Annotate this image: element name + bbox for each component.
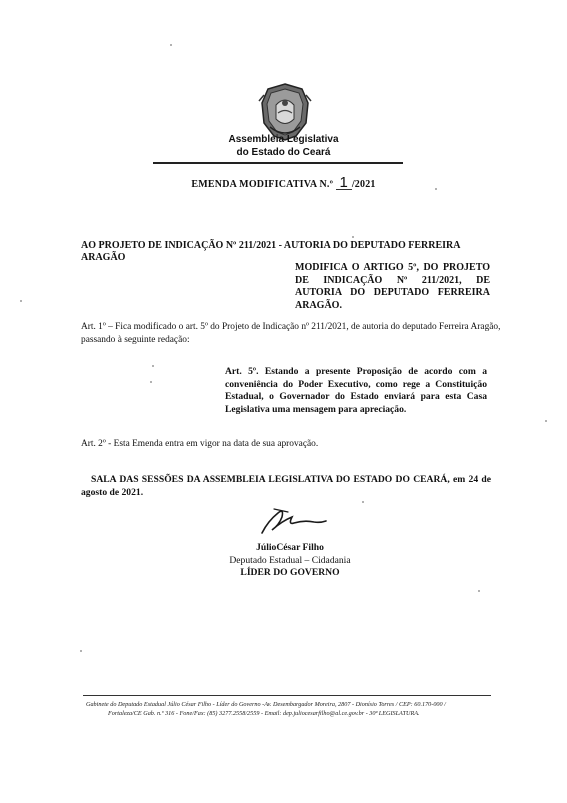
handwritten-signature (258, 503, 330, 537)
article-1: Art. 1º – Fica modificado o art. 5º do Projeto de Indicação nº 211/2021, de autoria do deputado Ferreira Aragão, passando à seguinte redação: (81, 322, 501, 345)
document-title (0, 174, 567, 191)
quoted-article-5: Art. 5º. Estando a presente Proposição de acordo com a conveniência do Poder Executivo, como rege a Constituição Estadual, o Governador do Estado enviará para esta Casa Legislativa uma mensagem para apreciação. (225, 366, 487, 415)
signer-role: Deputado Estadual – Cidadania (229, 555, 351, 566)
scan-speck (352, 236, 354, 238)
footer-line-1: Gabinete do Deputado Estadual Júlio César Filho - Líder do Governo -Av. Desembargador Moreira, 2807 - Dionísio Torres / CEP: 60.170-000 / (86, 701, 446, 708)
signer-name: JúlioCésar Filho (256, 542, 324, 553)
scan-speck (152, 365, 154, 367)
project-reference-author: ARAGÃO (81, 252, 126, 263)
scan-speck (170, 44, 172, 46)
footer-address (86, 700, 491, 718)
signer-title: LÍDER DO GOVERNO (240, 567, 340, 578)
emenda-number: 1 (336, 177, 352, 190)
article-2: Art. 2º - Esta Emenda entra em vigor na data de sua aprovação. (81, 439, 319, 449)
scan-speck (362, 501, 364, 503)
footer-divider (83, 695, 491, 696)
footer-line-2: Fortaleza/CE Gab. n.º 316 - Fone/Fax: (85) 3277.2558/2559 - Email: dep.juliocesarfilho@al.ce.gov.br - 30ª LEGISLATURA. (108, 710, 420, 717)
scan-speck (20, 300, 22, 302)
ementa-summary: MODIFICA O ARTIGO 5º, DO PROJETO DE INDICAÇÃO Nº 211/2021, DE AUTORIA DO DEPUTADO FERREIRA ARAGÃO. (295, 262, 490, 311)
institution-state: do Estado do Ceará (236, 147, 331, 158)
scan-speck (545, 420, 547, 422)
session-closing: SALA DAS SESSÕES DA ASSEMBLEIA LEGISLATIVA DO ESTADO DO CEARÁ, em 24 de agosto de 2021. (81, 474, 491, 498)
header-divider (153, 162, 403, 164)
institution-name: Assembleia Legislativa (228, 134, 339, 145)
title-suffix: /2021 (351, 179, 376, 190)
scan-speck (478, 590, 480, 592)
scan-speck (80, 650, 82, 652)
scan-speck (150, 381, 152, 383)
project-reference: AO PROJETO DE INDICAÇÃO Nº 211/2021 - AUTORIA DO DEPUTADO FERREIRA (81, 240, 461, 251)
title-prefix: EMENDA MODIFICATIVA N.º (191, 179, 336, 190)
